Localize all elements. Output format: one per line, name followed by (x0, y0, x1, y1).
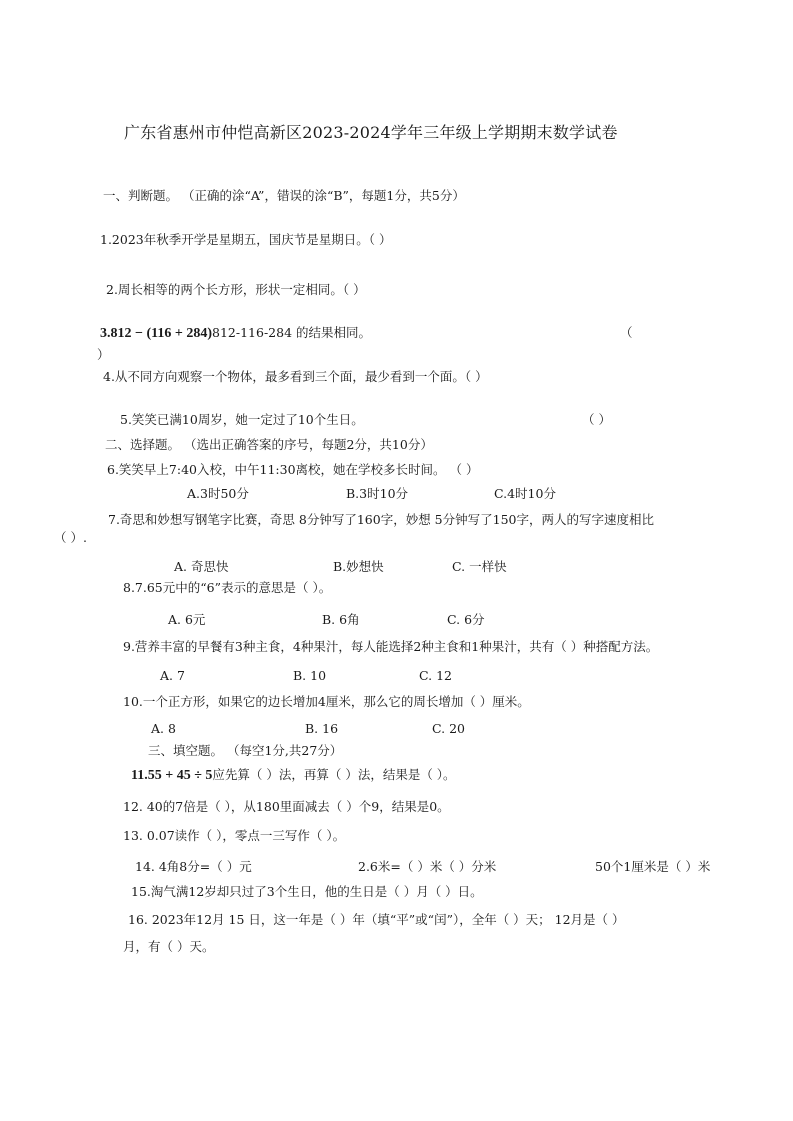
question-6-option-a: A.3时50分 (187, 486, 249, 501)
question-9-option-c: C. 12 (419, 668, 452, 683)
question-1: 1.2023年秋季开学是星期五，国庆节是星期日。（ ） (100, 232, 392, 247)
page-title: 广东省惠州市仲恺高新区2023-2024学年三年级上学期期末数学试卷 (124, 123, 618, 142)
question-14-part-c: 50个1厘米是（ ）米 (595, 859, 711, 874)
question-11-expression: 11.55 + 45 ÷ 5 (131, 768, 213, 783)
question-13: 13. 0.07读作（ ），零点一三写作（ ）。 (123, 828, 346, 843)
question-14-part-b: 2.6米=（ ）米（ ）分米 (358, 859, 497, 874)
question-4: 4.从不同方向观察一个物体，最多看到三个面，最少看到一个面。（ ） (103, 369, 488, 384)
question-5-paren: （ ） (582, 412, 611, 427)
question-10-option-a: A. 8 (151, 721, 176, 736)
question-7-option-b: B.妙想快 (333, 559, 384, 574)
question-14-part-a: 14. 4角8分=（ ）元 (135, 859, 252, 874)
question-8-option-c: C. 6分 (447, 612, 485, 627)
question-3 (100, 325, 371, 342)
question-8: 8.7.65元中的“6”表示的意思是（ ）。 (123, 580, 332, 595)
section2-heading: 二、选择题。 （选出正确答案的序号，每题2分，共10分） (105, 437, 433, 452)
question-3-paren-open: （ (620, 325, 633, 340)
question-7-option-a: A. 奇思快 (174, 559, 229, 574)
question-3-text: 812-116-284 的结果相同。 (212, 325, 372, 340)
question-9-option-a: A. 7 (160, 668, 185, 683)
question-7-option-c: C. 一样快 (452, 559, 507, 574)
question-6: 6.笑笑早上7:40入校，中午11:30离校，她在学校多长时间。 （ ） (107, 462, 479, 477)
section3-heading: 三、填空题。 （每空1分,共27分） (148, 743, 343, 758)
question-11-text: 应先算（ ）法，再算（ ）法，结果是（ ）。 (212, 767, 456, 782)
section1-heading: 一、判断题。 （正确的涂“A”，错误的涂“B”，每题1分，共5分） (103, 188, 465, 203)
question-8-option-a: A. 6元 (168, 612, 206, 627)
question-3-expression: 3.812 − (116 + 284) (100, 326, 213, 341)
question-16-line2: 月，有（ ）天。 (123, 939, 215, 954)
question-5: 5.笑笑已满10周岁，她一定过了10个生日。 (120, 412, 364, 427)
question-9-option-b: B. 10 (293, 668, 327, 683)
question-12: 12. 40的7倍是（ ），从180里面减去（ ）个9，结果是0。 (123, 799, 450, 814)
question-10-option-b: B. 16 (305, 721, 339, 736)
question-6-option-b: B.3时10分 (346, 486, 409, 501)
question-16-line1: 16. 2023年12月 15 日，这一年是（ ）年（填“平”或“闰”），全年（ ）天； 12月是（ ） (128, 912, 625, 927)
question-7-line2: （ ）. (54, 530, 87, 545)
question-2: 2.周长相等的两个长方形，形状一定相同。（ ） (106, 282, 366, 297)
question-3-paren-close: ） (97, 347, 110, 362)
question-10-option-c: C. 20 (432, 721, 465, 736)
question-15: 15.淘气满12岁却只过了3个生日，他的生日是（ ）月（ ）日。 (131, 884, 483, 899)
question-7-line1: 7.奇思和妙想写钢笔字比赛，奇思 8分钟写了160字，妙想 5分钟写了150字，两人的写字速度相比 (108, 512, 654, 527)
question-8-option-b: B. 6角 (322, 612, 360, 627)
question-10: 10.一个正方形，如果它的边长增加4厘米，那么它的周长增加（ ）厘米。 (123, 694, 530, 709)
question-11 (131, 767, 456, 784)
question-9: 9.营养丰富的早餐有3种主食，4种果汁，每人能选择2种主食和1种果汁，共有（ ）种搭配方法。 (123, 639, 659, 654)
question-6-option-c: C.4时10分 (494, 486, 556, 501)
